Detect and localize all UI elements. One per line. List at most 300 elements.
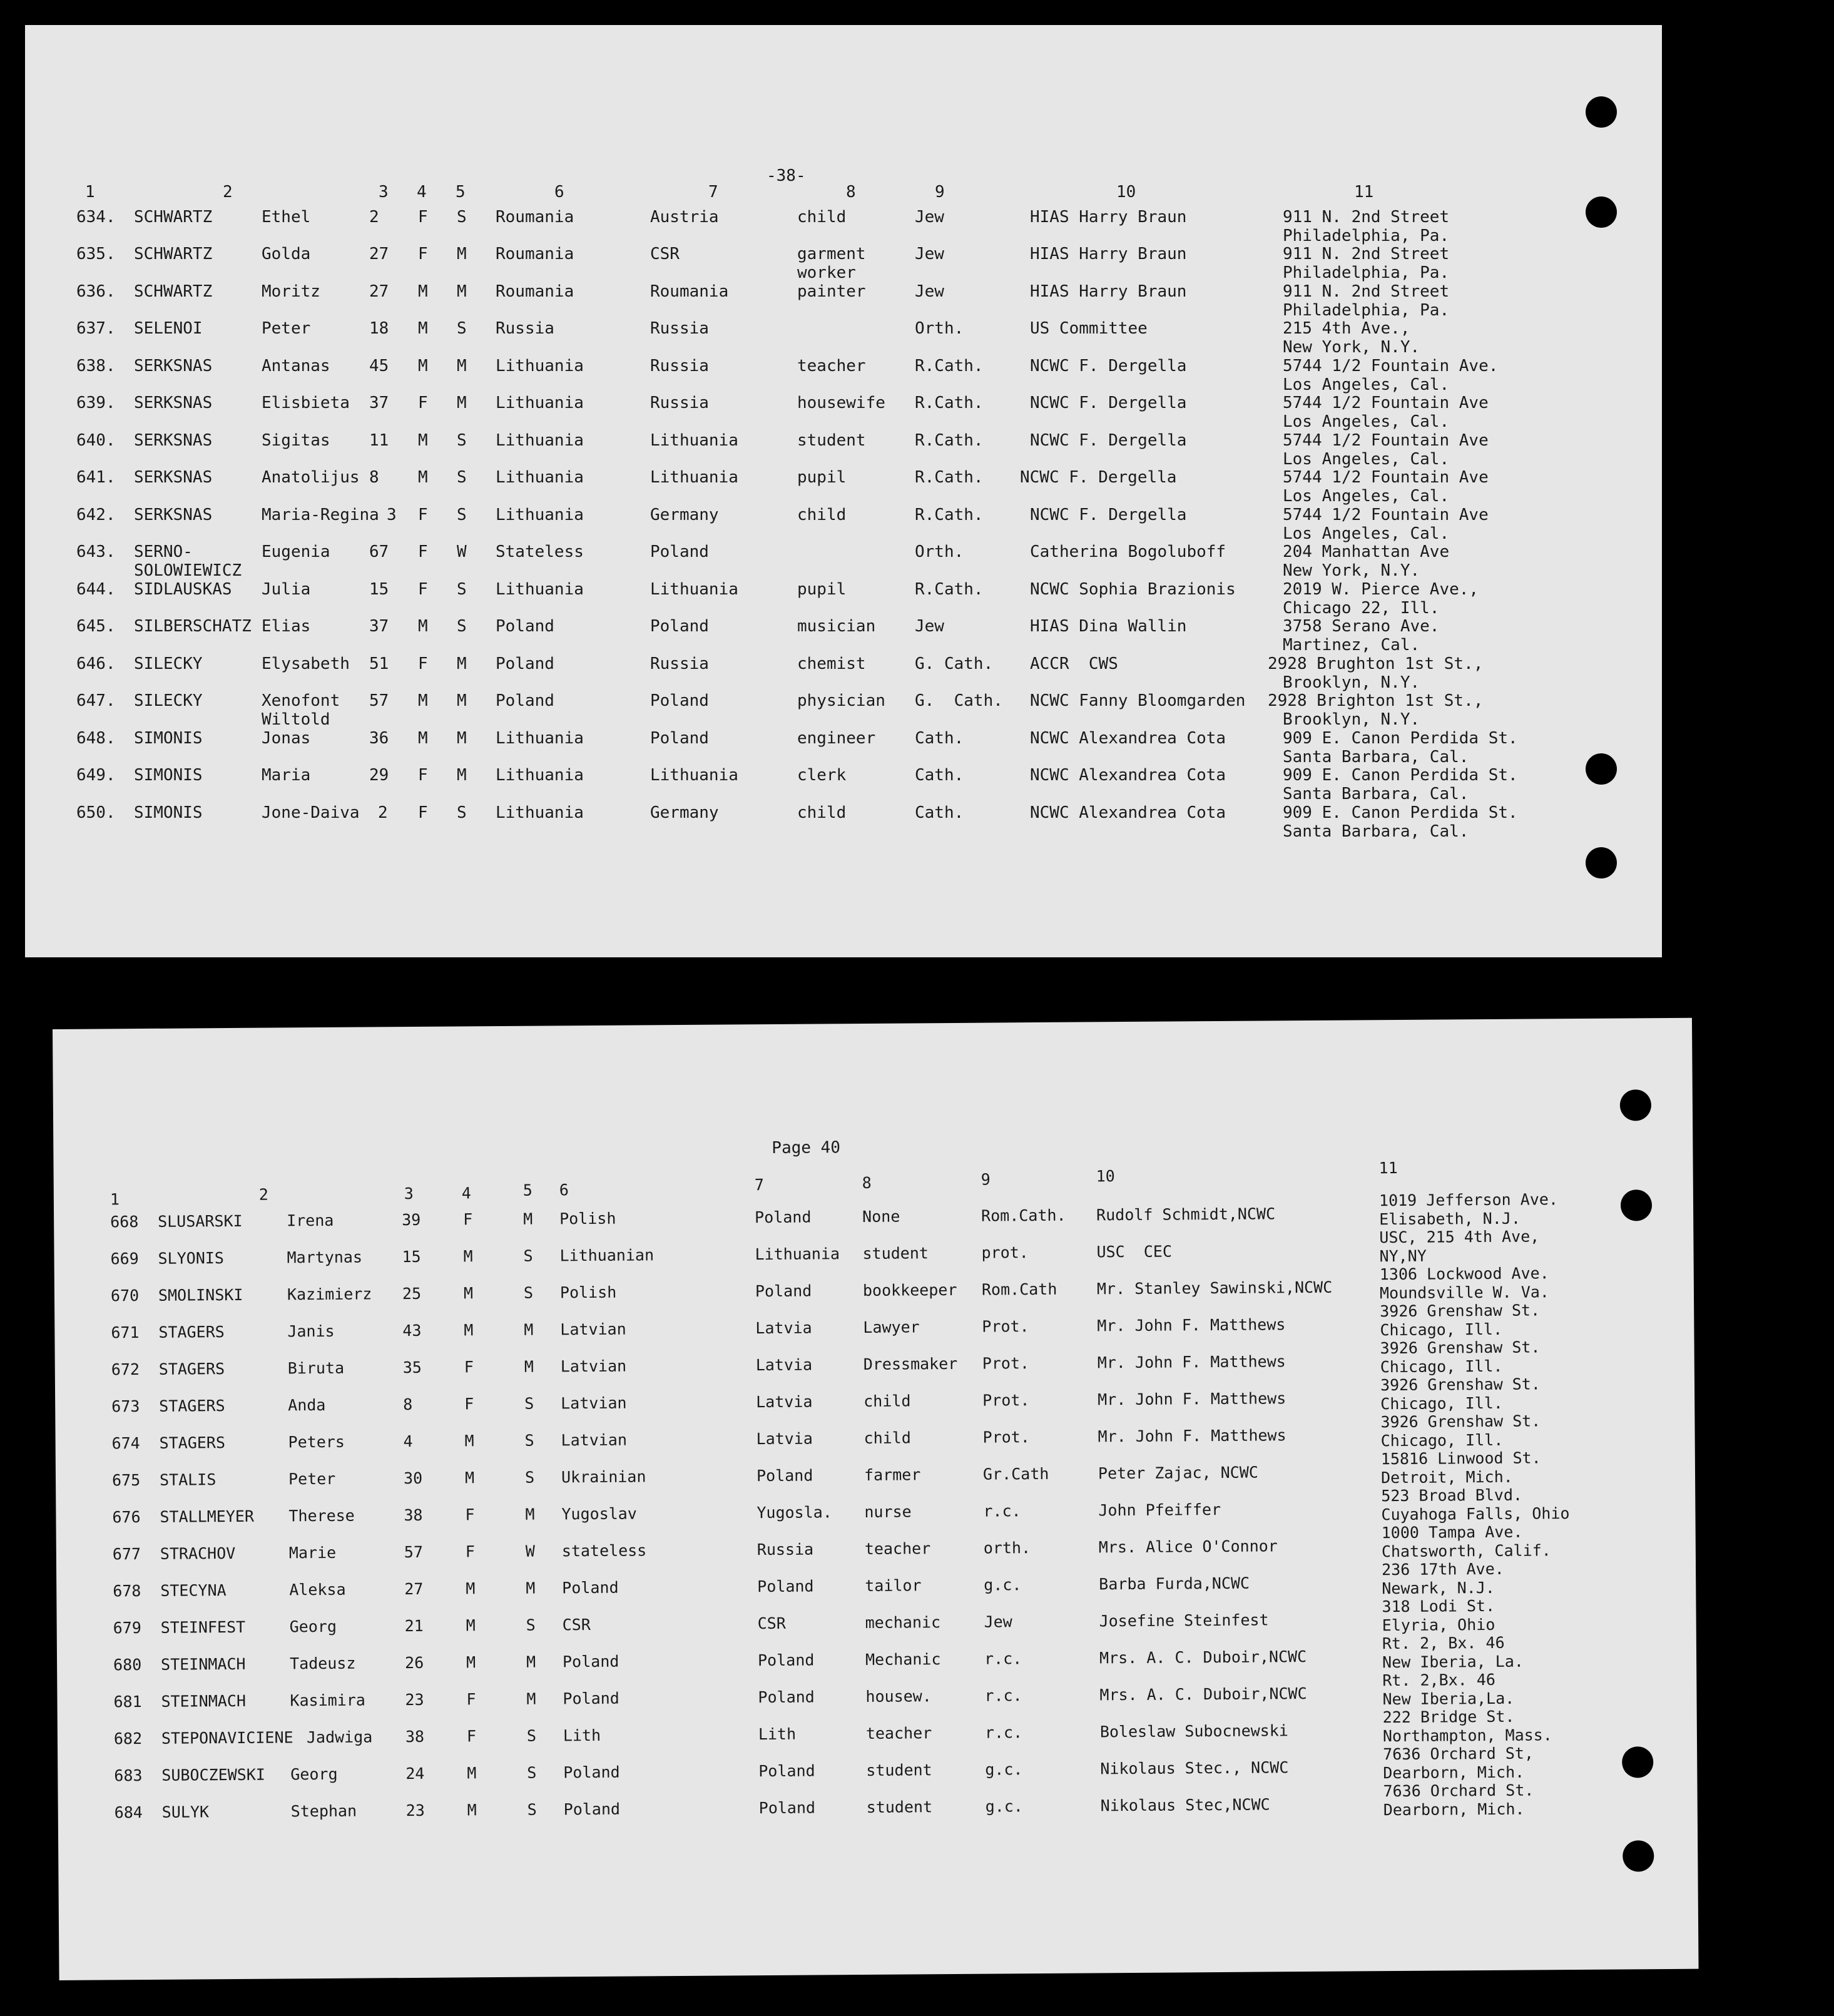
marital-status: S: [457, 580, 467, 599]
agency: NCWC F. Dergella: [1020, 468, 1177, 487]
address-line-2: Los Angeles, Cal.: [1283, 450, 1450, 469]
entry-number: 674: [111, 1434, 140, 1453]
surname: SERNO-: [134, 542, 193, 561]
entry-number: 642.: [76, 506, 116, 524]
surname: SERKSNAS: [134, 394, 213, 412]
country: Roumania: [650, 282, 729, 301]
country: Germany: [650, 506, 719, 524]
sex: M: [418, 617, 428, 636]
age: 67: [369, 542, 389, 561]
sex: F: [418, 654, 428, 673]
nationality: Latvian: [561, 1393, 627, 1413]
given-name: Kasimira: [290, 1691, 366, 1710]
table-row: [25, 431, 1662, 469]
occupation: engineer: [797, 729, 876, 748]
sex: F: [418, 208, 428, 227]
sex: M: [418, 282, 428, 301]
address-line-1: 909 E. Canon Perdida St.: [1283, 803, 1518, 822]
given-name: Stephan: [290, 1801, 357, 1821]
occupation: teacher: [864, 1539, 931, 1558]
religion: G. Cath.: [915, 691, 1003, 710]
address-line-2: NY,NY: [1379, 1246, 1427, 1266]
age: 2: [378, 803, 388, 822]
surname: SULYK: [161, 1803, 210, 1821]
age: 57: [369, 691, 389, 710]
given-name: Georg: [290, 1764, 338, 1784]
sex: F: [418, 245, 428, 263]
address-line-2: Moundsville W. Va.: [1379, 1283, 1550, 1303]
address-line-2: Philadelphia, Pa.: [1283, 301, 1450, 320]
occupation: garment: [797, 245, 866, 263]
surname: STECYNA: [160, 1581, 227, 1600]
address-line-2: New Iberia,La.: [1382, 1689, 1515, 1709]
country: Poland: [758, 1798, 816, 1818]
country: Poland: [650, 542, 709, 561]
punch-hole: [1620, 1089, 1651, 1121]
nationality: Latvian: [560, 1320, 626, 1339]
marital-status: S: [457, 431, 467, 450]
agency: Nikolaus Stec,NCWC: [1100, 1795, 1270, 1815]
marital-status: S: [457, 468, 467, 487]
entry-number: 639.: [76, 394, 116, 412]
address-line-1: Rt. 2, Bx. 46: [1382, 1633, 1505, 1653]
sex: M: [418, 319, 428, 338]
given-name: Irena: [287, 1211, 334, 1230]
age: 24: [405, 1764, 425, 1783]
religion: r.c.: [984, 1686, 1022, 1705]
age: 27: [369, 282, 389, 301]
entry-number: 677: [112, 1545, 141, 1564]
entry-number: 673: [111, 1397, 140, 1416]
entry-number: 641.: [76, 468, 116, 487]
address-line-2: Philadelphia, Pa.: [1283, 263, 1450, 282]
table-row: [25, 580, 1662, 618]
address-line-2: Chicago, Ill.: [1380, 1320, 1503, 1340]
address-line-1: 2928 Brughton 1st St.,: [1268, 654, 1484, 673]
religion: Cath.: [915, 803, 964, 822]
agency: NCWC F. Dergella: [1030, 431, 1187, 450]
given-name: Maria: [262, 766, 311, 785]
occupation: housewife: [797, 394, 885, 412]
country: Lithuania: [650, 468, 738, 487]
given-name: Tadeusz: [289, 1654, 356, 1673]
country: Poland: [755, 1281, 812, 1301]
marital-status: M: [457, 691, 467, 710]
religion: R.Cath.: [915, 431, 984, 450]
occupation: housew.: [865, 1687, 932, 1706]
marital-status: W: [525, 1542, 536, 1560]
country: Latvia: [756, 1392, 813, 1412]
address-line-2: Philadelphia, Pa.: [1283, 227, 1450, 245]
given-name: Eugenia: [262, 542, 330, 561]
religion: G. Cath.: [915, 654, 994, 673]
surname: STEPONAVICIENE: [161, 1728, 293, 1748]
occupation: student: [866, 1761, 932, 1779]
given-name: Elysabeth: [262, 654, 350, 673]
nationality: Yugoslav: [561, 1504, 637, 1524]
religion: Jew: [984, 1612, 1012, 1631]
nationality: Polish: [559, 1209, 616, 1228]
entry-number: 682: [113, 1729, 143, 1748]
agency: US Committee: [1030, 319, 1148, 338]
address-line-1: 5744 1/2 Fountain Ave: [1283, 468, 1489, 487]
nationality: stateless: [561, 1541, 647, 1560]
address-line-1: 3926 Grenshaw St.: [1380, 1412, 1541, 1432]
address-line-2: Chicago, Ill.: [1380, 1357, 1503, 1377]
age: 37: [369, 394, 389, 412]
address-line-2: Los Angeles, Cal.: [1283, 487, 1450, 506]
nationality: Lithuania: [496, 803, 584, 822]
sex: M: [418, 468, 428, 487]
nationality: Lithuania: [496, 357, 584, 375]
given-name: Anda: [288, 1395, 326, 1415]
punch-hole: [1586, 847, 1617, 878]
agency: NCWC Alexandrea Cota: [1030, 766, 1226, 785]
sex: F: [418, 542, 428, 561]
entry-number: 648.: [76, 729, 116, 748]
country: Poland: [758, 1688, 815, 1707]
address-line-1: 1000 Tampa Ave.: [1381, 1522, 1523, 1542]
address-line-2: New York, N.Y.: [1283, 338, 1420, 357]
occupation: child: [864, 1392, 911, 1410]
marital-status: M: [457, 766, 467, 785]
nationality: Latvian: [560, 1357, 627, 1376]
age: 36: [369, 729, 389, 748]
entry-number: 678: [113, 1582, 141, 1601]
agency: HIAS Harry Braun: [1030, 245, 1187, 263]
address-line-1: 215 4th Ave.,: [1283, 319, 1410, 338]
sex: M: [464, 1432, 474, 1450]
agency: Mr. John F. Matthews: [1098, 1426, 1286, 1446]
surname: STALLMEYER: [160, 1507, 255, 1526]
column-number: 9: [981, 1170, 991, 1189]
sex: M: [467, 1764, 477, 1783]
address-line-2: Martinez, Cal.: [1283, 636, 1420, 654]
religion: Jew: [915, 617, 944, 636]
surname: SERKSNAS: [134, 506, 213, 524]
sex: F: [466, 1690, 476, 1709]
nationality: Poland: [562, 1652, 619, 1671]
column-number: 4: [417, 183, 427, 201]
occupation: bookkeeper: [862, 1280, 957, 1300]
given-name: Moritz: [262, 282, 320, 301]
column-number: 6: [554, 183, 564, 201]
nationality: Lithuania: [496, 468, 584, 487]
surname-line-2: SOLOWIEWICZ: [134, 561, 242, 580]
country: Germany: [650, 803, 719, 822]
agency: Nikolaus Stec., NCWC: [1100, 1758, 1289, 1778]
given-name: Kazimierz: [287, 1285, 372, 1304]
given-name: Peter: [262, 319, 311, 338]
given-name: Peter: [288, 1469, 336, 1489]
given-name: Maria-Regina: [262, 506, 379, 524]
marital-status: S: [524, 1431, 534, 1450]
address-line-1: 3926 Grenshaw St.: [1380, 1375, 1541, 1395]
country: Austria: [650, 208, 719, 227]
occupation: teacher: [865, 1724, 932, 1743]
surname: SUBOCZEWSKI: [161, 1765, 266, 1784]
age: 23: [405, 1801, 425, 1820]
age: 15: [402, 1247, 421, 1266]
religion: Prot.: [982, 1317, 1029, 1336]
nationality: Poland: [496, 654, 554, 673]
religion: R.Cath.: [915, 506, 984, 524]
given-name: Jonas: [262, 729, 311, 748]
marital-status: S: [457, 803, 467, 822]
marital-status: M: [524, 1320, 534, 1339]
nationality: Roumania: [496, 282, 574, 301]
address-line-2: Elisabeth, N.J.: [1379, 1209, 1521, 1229]
address-line-2: Santa Barbara, Cal.: [1283, 748, 1469, 766]
country: Lithuania: [650, 766, 738, 785]
given-name: Elias: [262, 617, 311, 636]
age: 26: [404, 1653, 424, 1672]
religion: r.c.: [984, 1723, 1023, 1742]
column-number: 11: [1378, 1158, 1398, 1178]
nationality: Lithuania: [496, 766, 584, 785]
age: 38: [404, 1505, 423, 1525]
entry-number: 636.: [76, 282, 116, 301]
table-row: [25, 319, 1662, 357]
address-line-1: 911 N. 2nd Street: [1283, 282, 1450, 301]
occupation: pupil: [797, 468, 847, 487]
occupation: student: [862, 1244, 929, 1263]
given-name-line-2: Wiltold: [262, 710, 330, 729]
surname: SILECKY: [134, 691, 203, 710]
marital-status: M: [457, 357, 467, 375]
address-line-2: Elyria, Ohio: [1382, 1615, 1495, 1635]
sex: M: [463, 1284, 474, 1303]
surname: SLUSARSKI: [158, 1211, 243, 1231]
age: 4: [403, 1432, 413, 1451]
address-line-2: Detroit, Mich.: [1380, 1467, 1513, 1487]
entry-number: 634.: [76, 208, 116, 227]
occupation: physician: [797, 691, 885, 710]
surname: SIMONIS: [134, 729, 203, 748]
entry-number: 680: [113, 1656, 142, 1674]
given-name: Antanas: [262, 357, 330, 375]
entry-number: 650.: [76, 803, 116, 822]
sex: F: [418, 394, 428, 412]
marital-status: S: [457, 208, 467, 227]
agency: NCWC Alexandrea Cota: [1030, 729, 1226, 748]
religion: g.c.: [984, 1576, 1022, 1594]
marital-status: M: [526, 1579, 536, 1597]
table-row: [25, 394, 1662, 431]
sex: F: [418, 766, 428, 785]
age: 57: [404, 1542, 424, 1562]
nationality: Lithuania: [496, 729, 584, 748]
address-line-1: 3758 Serano Ave.: [1283, 617, 1440, 636]
occupation: student: [866, 1798, 933, 1816]
address-line-1: 5744 1/2 Fountain Ave.: [1283, 357, 1499, 375]
marital-status: S: [457, 617, 467, 636]
given-name: Peters: [288, 1432, 345, 1452]
entry-number: 683: [114, 1766, 143, 1785]
age: 39: [402, 1210, 421, 1229]
occupation: Lawyer: [863, 1318, 920, 1336]
table-row: [25, 691, 1662, 729]
entry-number: 681: [113, 1693, 142, 1711]
country: Lithuania: [755, 1245, 840, 1264]
surname: SLYONIS: [158, 1249, 225, 1268]
given-name: Jadwiga: [306, 1728, 373, 1747]
nationality: Poland: [563, 1763, 620, 1782]
given-name: Martynas: [287, 1248, 363, 1267]
country: Poland: [757, 1577, 814, 1596]
age: 27: [369, 245, 389, 263]
age: 2: [369, 208, 379, 227]
agency: NCWC Fanny Bloomgarden: [1030, 691, 1246, 710]
agency: Mrs. Alice O'Connor: [1098, 1537, 1278, 1557]
nationality: Lithuania: [496, 394, 584, 412]
marital-status: M: [457, 282, 467, 301]
occupation: child: [797, 208, 847, 227]
address-line-1: 1306 Lockwood Ave.: [1379, 1264, 1549, 1284]
given-name: Aleksa: [289, 1580, 346, 1599]
surname: SCHWARTZ: [134, 282, 213, 301]
table-row: [25, 357, 1662, 394]
occupation: child: [864, 1428, 911, 1447]
address-line-1: 523 Broad Blvd.: [1381, 1485, 1523, 1505]
address-line-1: 318 Lodi St.: [1382, 1596, 1495, 1616]
surname: STAGERS: [159, 1397, 225, 1415]
age: 51: [369, 654, 389, 673]
column-number: 8: [862, 1173, 872, 1192]
surname: STAGERS: [158, 1360, 225, 1378]
sex: M: [467, 1801, 477, 1820]
marital-status: S: [523, 1246, 533, 1265]
occupation: teacher: [797, 357, 866, 375]
country: Latvia: [756, 1429, 813, 1448]
country: Latvia: [755, 1318, 812, 1338]
table-row: [25, 766, 1662, 803]
address-line-2: Santa Barbara, Cal.: [1283, 822, 1469, 841]
agency: Boleslaw Subocnewski: [1099, 1721, 1289, 1741]
agency: HIAS Harry Braun: [1030, 208, 1187, 227]
sex: F: [418, 506, 428, 524]
column-number: 5: [456, 183, 466, 201]
address-line-1: 1019 Jefferson Ave.: [1378, 1190, 1559, 1210]
entry-number: 640.: [76, 431, 116, 450]
nationality: Poland: [496, 617, 554, 636]
table-row: [25, 208, 1662, 245]
address-line-2: Chicago, Ill.: [1380, 1393, 1503, 1413]
nationality: Lithuania: [496, 431, 584, 450]
religion: R.Cath.: [915, 580, 984, 599]
agency: Josefine Steinfest: [1099, 1611, 1269, 1631]
surname: SCHWARTZ: [134, 245, 213, 263]
country: Poland: [755, 1208, 812, 1227]
age: 25: [402, 1284, 422, 1303]
religion: Cath.: [915, 766, 964, 785]
country: Russia: [650, 319, 709, 338]
address-line-1: 909 E. Canon Perdida St.: [1283, 766, 1518, 785]
surname: SELENOI: [134, 319, 203, 338]
marital-status: M: [457, 654, 467, 673]
nationality: Latvian: [561, 1430, 628, 1450]
sex: F: [465, 1542, 476, 1561]
age: 3: [387, 506, 397, 524]
given-name: Janis: [287, 1321, 335, 1341]
religion: Jew: [915, 245, 944, 263]
column-number: 2: [258, 1185, 269, 1204]
nationality: Roumania: [496, 245, 574, 263]
address-line-2: Chatsworth, Calif.: [1381, 1541, 1551, 1561]
punch-hole: [1623, 1840, 1654, 1871]
column-number: 3: [404, 1184, 414, 1203]
age: 35: [402, 1358, 422, 1377]
nationality: Lith: [563, 1726, 601, 1745]
occupation: Dressmaker: [863, 1354, 958, 1373]
agency: NCWC F. Dergella: [1030, 357, 1187, 375]
nationality: Lithuanian: [559, 1246, 655, 1265]
address-line-2: Dearborn, Mich.: [1383, 1763, 1525, 1783]
entry-number: 644.: [76, 580, 116, 599]
country: Yugosla.: [757, 1503, 832, 1522]
surname: SMOLINSKI: [158, 1285, 243, 1305]
column-number: 8: [846, 183, 856, 201]
entry-number: 672: [111, 1360, 140, 1379]
occupation: student: [797, 431, 866, 450]
occupation: child: [797, 803, 847, 822]
agency: HIAS Dina Wallin: [1030, 617, 1187, 636]
entry-number: 671: [111, 1323, 140, 1342]
religion: r.c.: [983, 1502, 1021, 1520]
document-page-40: [53, 1018, 1699, 1980]
occupation: child: [797, 506, 847, 524]
address-line-2: Chicago, Ill.: [1380, 1430, 1504, 1450]
nationality: Polish: [559, 1283, 617, 1302]
address-line-1: Rt. 2,Bx. 46: [1382, 1670, 1496, 1690]
country: Russia: [757, 1540, 814, 1559]
column-number: 5: [522, 1181, 532, 1199]
address-line-1: 2928 Brighton 1st St.,: [1268, 691, 1484, 710]
address-line-2: Newark, N.J.: [1382, 1578, 1495, 1598]
address-line-1: 15816 Linwood St.: [1380, 1448, 1541, 1469]
country: Poland: [758, 1761, 815, 1781]
nationality: Poland: [496, 691, 554, 710]
agency: Catherina Bogoluboff: [1030, 542, 1226, 561]
religion: R.Cath.: [915, 468, 984, 487]
country: Russia: [650, 357, 709, 375]
document-page-38: [25, 25, 1662, 957]
age: 38: [405, 1727, 425, 1746]
entry-number: 635.: [76, 245, 116, 263]
nationality: Poland: [562, 1578, 619, 1597]
address-line-2: Los Angeles, Cal.: [1283, 524, 1450, 543]
occupation: nurse: [864, 1502, 912, 1521]
entry-number: 645.: [76, 617, 116, 636]
nationality: Lithuania: [496, 580, 584, 599]
sex: M: [463, 1247, 473, 1266]
marital-status: W: [457, 542, 467, 561]
country: Lith: [758, 1724, 797, 1744]
entry-number: 643.: [76, 542, 116, 561]
column-number: 6: [559, 1181, 569, 1199]
nationality: Ukrainian: [561, 1467, 646, 1487]
marital-status: M: [457, 394, 467, 412]
address-line-2: New Iberia, La.: [1382, 1652, 1524, 1672]
sex: F: [463, 1210, 473, 1229]
marital-status: S: [523, 1283, 534, 1302]
address-line-2: New York, N.Y.: [1283, 561, 1420, 580]
agency: HIAS Harry Braun: [1030, 282, 1187, 301]
age: 15: [369, 580, 389, 599]
column-number: 1: [85, 183, 95, 201]
table-row: [25, 245, 1662, 282]
agency: NCWC Sophia Brazionis: [1030, 580, 1236, 599]
